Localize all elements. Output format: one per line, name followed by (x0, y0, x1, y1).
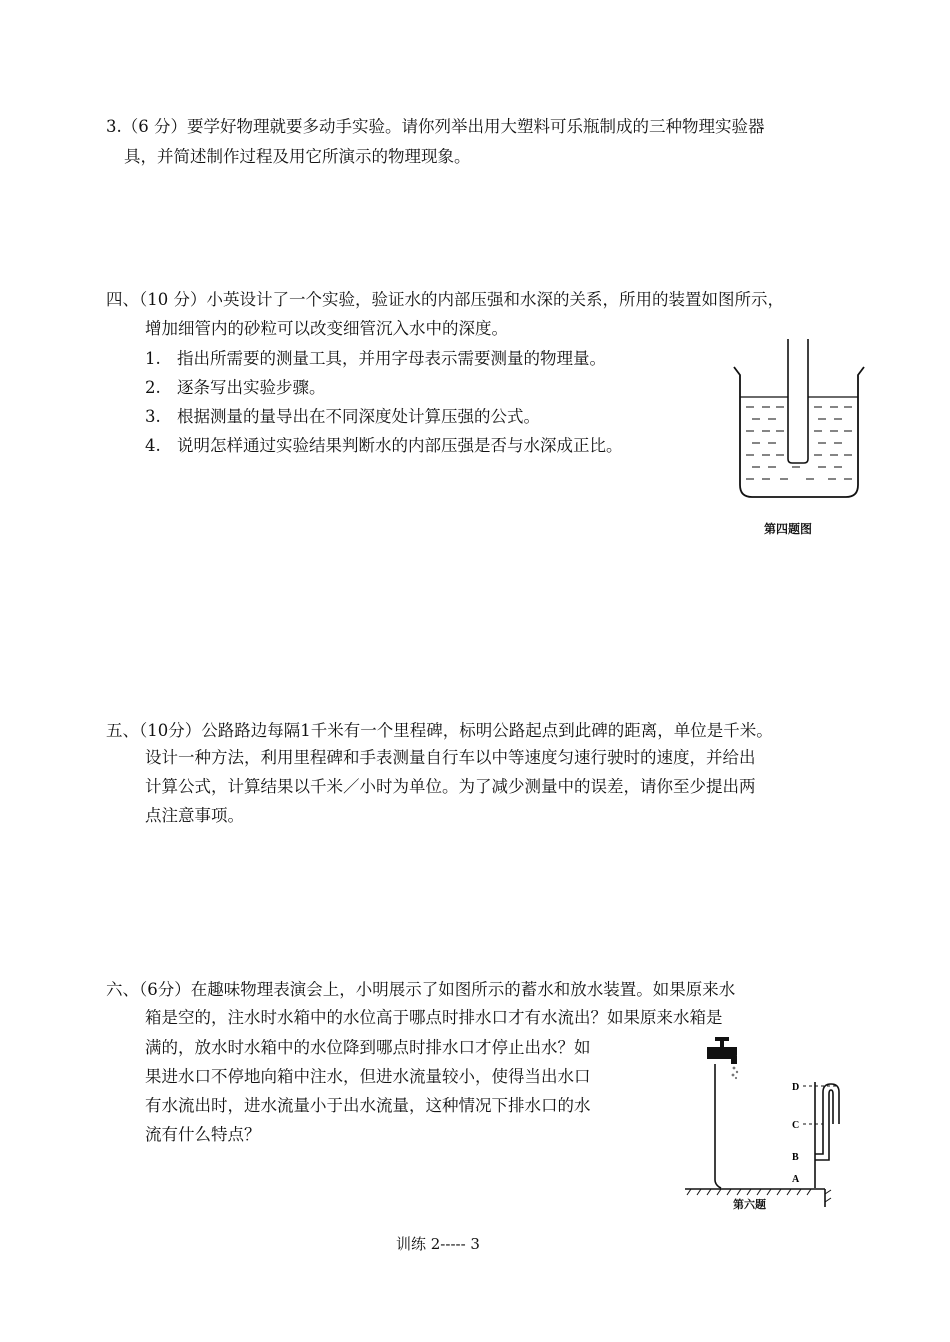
q3-line-1: 3.（6 分）要学好物理就要多动手实验。请你列举出用大塑料可乐瓶制成的三种物理实验器 (106, 117, 765, 136)
q4-item-4: 4. 说明怎样通过实验结果判断水的内部压强是否与水深成正比。 (145, 436, 623, 455)
q6-tank-figure (685, 1032, 850, 1212)
q4-item-2: 2. 逐条写出实验步骤。 (145, 378, 326, 397)
q5-line-3: 计算公式，计算结果以千米／小时为单位。为了减少测量中的误差，请你至少提出两 (145, 777, 756, 796)
q6-line-6: 流有什么特点？ (145, 1125, 261, 1144)
q4-beaker-figure (730, 335, 870, 505)
label-c: C (792, 1120, 800, 1131)
q6-line-5: 有水流出时，进水流量小于出水流量，这种情况下排水口的水 (145, 1096, 591, 1115)
q6-line-1: 六、（6分）在趣味物理表演会上，小明展示了如图所示的蓄水和放水装置。如果原来水 (106, 980, 736, 999)
faucet-icon (707, 1037, 737, 1064)
q4-item-3: 3. 根据测量的量导出在不同深度处计算压强的公式。 (145, 407, 540, 426)
label-b: B (792, 1152, 799, 1163)
label-d: D (792, 1082, 800, 1093)
q6-figure-caption: 第六题 (733, 1198, 766, 1211)
q5-line-2: 设计一种方法，利用里程碑和手表测量自行车以中等速度匀速行驶时的速度，并给出 (145, 748, 756, 767)
q6-line-4: 果进水口不停地向箱中注水，但进水流量较小，使得当出水口 (145, 1067, 591, 1086)
q6-line-3: 满的，放水时水箱中的水位降到哪点时排水口才停止出水？如 (145, 1038, 591, 1057)
label-a: A (792, 1174, 800, 1185)
q4-line-1: 四、（10 分）小英设计了一个实验，验证水的内部压强和水深的关系，所用的装置如图所示， (106, 290, 784, 309)
q4-item-1: 1. 指出所需要的测量工具，并用字母表示需要测量的物理量。 (145, 349, 606, 368)
q6-line-2: 箱是空的，注水时水箱中的水位高于哪点时排水口才有水流出？如果原来水箱是 (145, 1008, 723, 1027)
q3-line-2: 具，并简述制作过程及用它所演示的物理现象。 (124, 147, 471, 166)
q5-line-4: 点注意事项。 (145, 806, 244, 825)
q4-line-2: 增加细管内的砂粒可以改变细管沉入水中的深度。 (145, 319, 508, 338)
q5-line-1: 五、（10分）公路路边每隔1千米有一个里程碑，标明公路起点到此碑的距离，单位是千米。 (106, 721, 773, 740)
q4-figure-caption: 第四题图 (764, 522, 813, 536)
page-footer: 训练 2----- 3 (396, 1235, 480, 1253)
